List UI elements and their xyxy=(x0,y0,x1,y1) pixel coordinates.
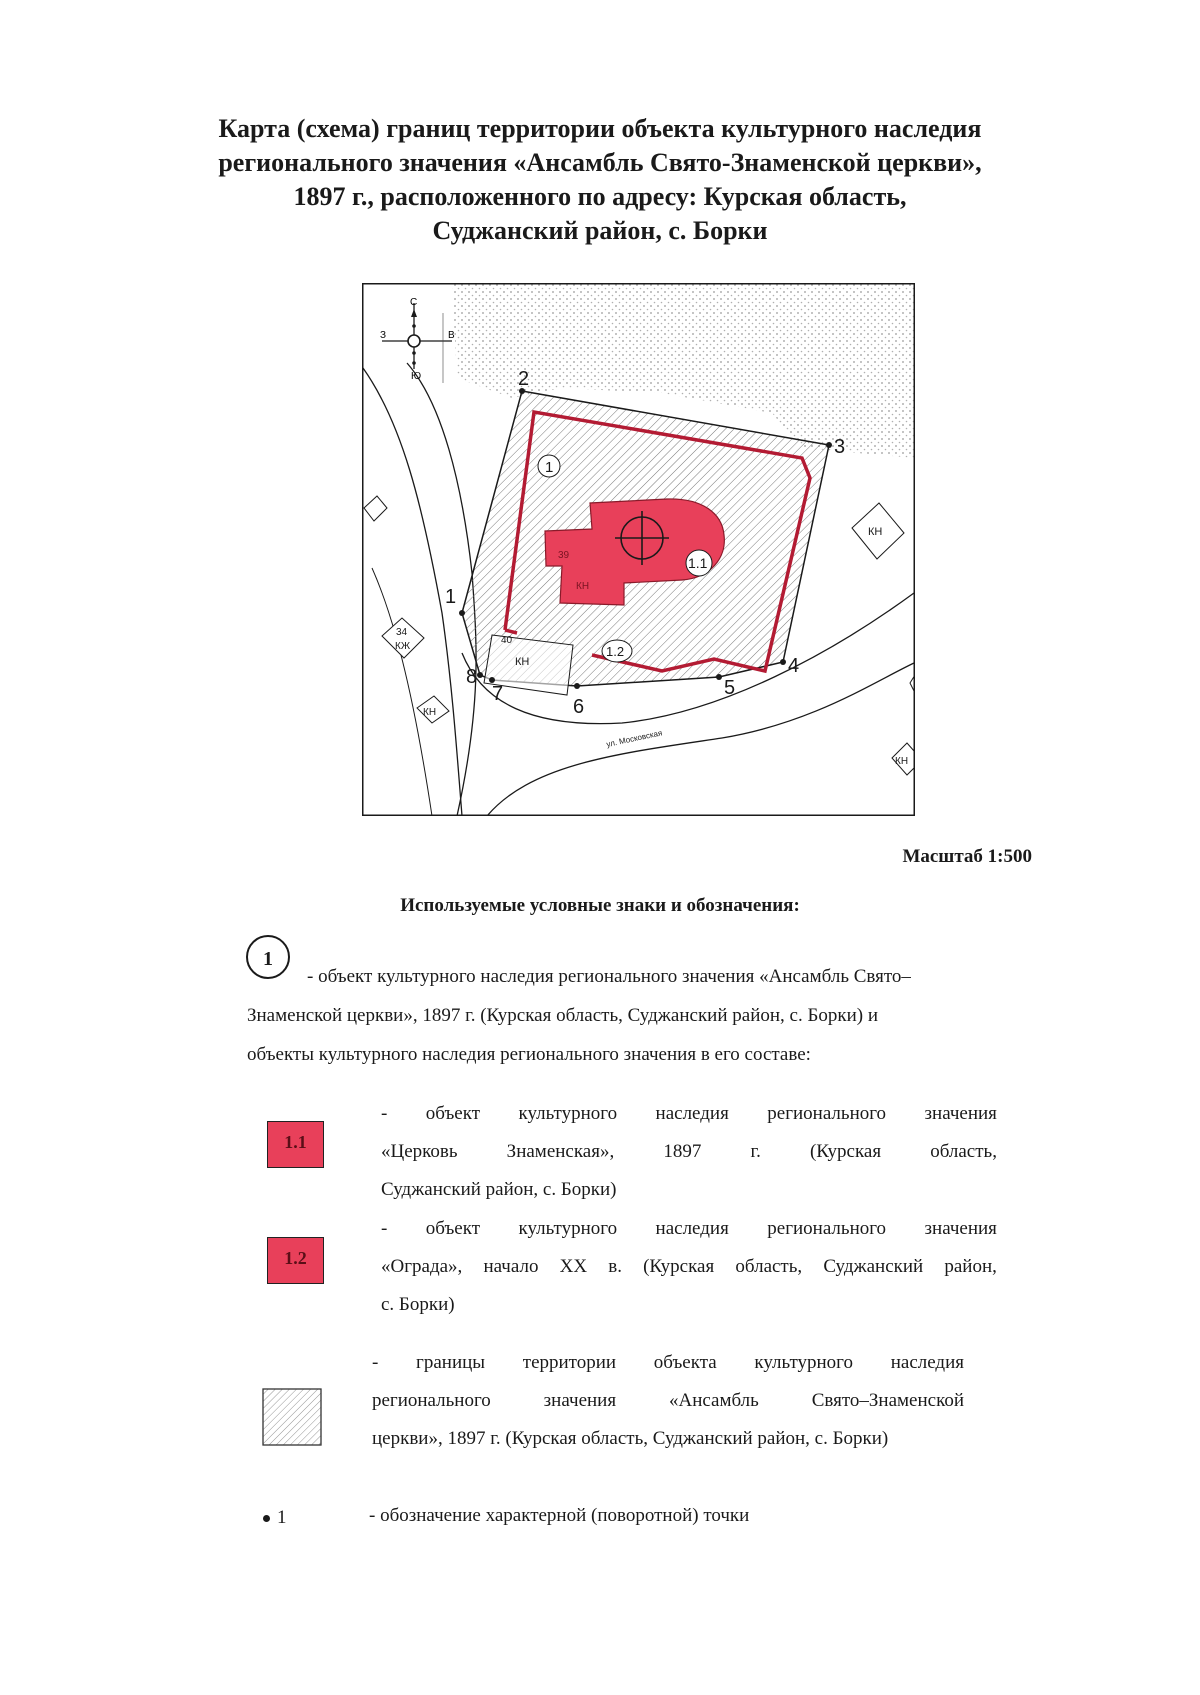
legend-text-line: Суджанский район, с. Борки) xyxy=(381,1179,617,1200)
legend-word: значения xyxy=(543,1390,617,1411)
legend-word: начало xyxy=(483,1256,539,1277)
compass-n: С xyxy=(410,297,418,308)
legend-word: - xyxy=(381,1103,388,1124)
object-1-1-label: 1.1 xyxy=(688,555,708,571)
legend-word: значения xyxy=(924,1218,997,1239)
legend-word: район, xyxy=(944,1256,997,1277)
boundary-map xyxy=(362,283,915,816)
point-number: 1 xyxy=(277,1507,287,1528)
title-line: Суджанский район, с. Борки xyxy=(432,216,768,245)
legend-word: культурного xyxy=(518,1103,618,1124)
legend-word: (Курская xyxy=(643,1256,715,1277)
legend-justified-line xyxy=(372,1382,964,1420)
legend-word: объект xyxy=(425,1218,481,1239)
legend-title: Используемые условные знаки и обозначения: xyxy=(400,895,800,916)
legend-text-line: церкви», 1897 г. (Курская область, Суджанский район, с. Борки) xyxy=(372,1428,889,1449)
turning-point-dot xyxy=(574,683,580,689)
legend-word: XX xyxy=(559,1256,588,1277)
turning-point-label: 3 xyxy=(834,436,846,458)
legend-word: наследия xyxy=(655,1218,729,1239)
legend-word: наследия xyxy=(655,1103,729,1124)
street-name: ул. Московская xyxy=(605,728,663,749)
turning-point-legend-text: - обозначение характерной (поворотной) точки xyxy=(369,1505,750,1526)
legend-justified-line xyxy=(381,1133,997,1171)
object-1-label: 1 xyxy=(545,459,554,476)
building-type: КН xyxy=(868,526,883,538)
legend-word: (Курская xyxy=(809,1141,882,1162)
legend-word: Знаменская», xyxy=(506,1141,615,1162)
legend-word: г. xyxy=(750,1141,761,1162)
legend-word: область, xyxy=(735,1256,803,1277)
building-type: КН xyxy=(515,656,530,668)
map-scale: Масштаб 1:500 xyxy=(902,846,1032,867)
turning-point-label: 6 xyxy=(573,696,585,718)
turning-point-label: 8 xyxy=(466,666,478,688)
legend-word: - xyxy=(372,1352,379,1373)
legend-word: объекта xyxy=(653,1352,717,1373)
hatch-square-icon xyxy=(262,1388,322,1446)
turning-point-label: 7 xyxy=(492,683,504,705)
legend-justified-line xyxy=(372,1344,964,1382)
object-circle-icon: 1 xyxy=(246,935,290,979)
compass-w: З xyxy=(380,330,387,341)
legend-word: Свято–Знаменской xyxy=(811,1390,964,1411)
building-number: 39 xyxy=(558,550,570,561)
red-square-icon: 1.1 xyxy=(267,1121,324,1168)
turning-point-label: 5 xyxy=(724,677,736,699)
legend-justified-line xyxy=(381,1210,997,1248)
kzh-building xyxy=(382,618,424,658)
legend-word: - xyxy=(381,1218,388,1239)
legend-word: Суджанский xyxy=(823,1256,924,1277)
legend-word: область, xyxy=(930,1141,997,1162)
legend-text-line: объекты культурного наследия регионального значения в его составе: xyxy=(247,1044,811,1065)
building-number: 40 xyxy=(501,635,513,646)
road xyxy=(407,363,476,816)
legend-word: культурного xyxy=(754,1352,853,1373)
legend-item-territory xyxy=(372,1344,964,1458)
compass-s: Ю xyxy=(411,371,422,382)
legend-word: регионального xyxy=(767,1218,887,1239)
title-line: Карта (схема) границ территории объекта культурного наследия xyxy=(218,114,982,143)
legend-word: территории xyxy=(522,1352,617,1373)
legend-word: регионального xyxy=(372,1390,491,1411)
legend-word: «Ограда», xyxy=(381,1256,463,1277)
turning-point-legend-icon xyxy=(263,1507,287,1529)
page-title xyxy=(150,112,1050,248)
point-dot-icon xyxy=(263,1515,270,1522)
legend-word: «Церковь xyxy=(381,1141,458,1162)
legend-item-fence xyxy=(381,1210,997,1324)
legend-text-line: Знаменской церкви», 1897 г. (Курская область, Суджанский район, с. Борки) и xyxy=(247,1005,879,1026)
compass-e: В xyxy=(448,330,455,341)
compass-icon xyxy=(382,303,452,369)
legend-word: границы xyxy=(416,1352,486,1373)
building-type: КЖ xyxy=(395,641,411,652)
object-1-2-label: 1.2 xyxy=(606,644,625,659)
turning-point-dot xyxy=(459,610,465,616)
road xyxy=(372,568,432,816)
legend-word: наследия xyxy=(890,1352,964,1373)
red-square-icon: 1.2 xyxy=(267,1237,324,1284)
turning-point-label: 4 xyxy=(788,655,800,677)
legend-item-ensemble xyxy=(247,935,1033,1074)
legend-text-line: с. Борки) xyxy=(381,1294,455,1315)
legend-text-line: - объект культурного наследия регионального значения «Ансамбль Свято– xyxy=(307,966,911,987)
title-line: 1897 г., расположенного по адресу: Курская область, xyxy=(293,182,907,211)
legend-justified-line xyxy=(381,1248,997,1286)
turning-point-dot xyxy=(477,672,483,678)
turning-point-dot xyxy=(716,674,722,680)
building-number: 34 xyxy=(396,627,408,638)
legend-item-church xyxy=(381,1095,997,1209)
legend-word: 1897 xyxy=(663,1141,702,1162)
turning-point-label: 1 xyxy=(445,586,457,608)
legend-word: регионального xyxy=(767,1103,887,1124)
turning-point-dot xyxy=(826,442,832,448)
title-line: регионального значения «Ансамбль Свято-Знаменской церкви», xyxy=(218,148,982,177)
legend-word: культурного xyxy=(518,1218,618,1239)
turning-point-label: 2 xyxy=(518,368,530,390)
building-type: КН xyxy=(895,756,909,767)
legend-word: «Ансамбль xyxy=(668,1390,759,1411)
legend-justified-line xyxy=(381,1095,997,1133)
building-type: КН xyxy=(423,707,437,718)
legend-word: объект xyxy=(425,1103,481,1124)
turning-point-dot xyxy=(780,659,786,665)
legend-word: в. xyxy=(608,1256,622,1277)
building-edge xyxy=(364,496,387,521)
legend-word: значения xyxy=(924,1103,997,1124)
building-type: КН xyxy=(576,581,590,592)
